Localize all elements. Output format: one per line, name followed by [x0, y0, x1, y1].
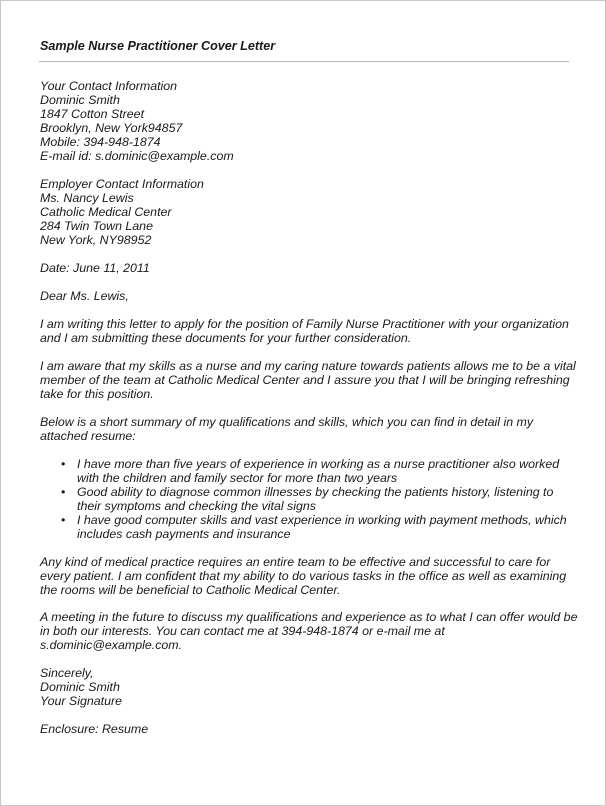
paragraph-teamwork	[40, 556, 570, 598]
list-item-line: I have good computer skills and vast experience in working with payment methods, which	[77, 512, 567, 527]
paragraph-line: Below is a short summary of my qualifications and skills, which you can find in detail in my	[40, 415, 534, 429]
employer-street: 284 Twin Town Lane	[40, 218, 153, 233]
closing-name: Dominic Smith	[40, 679, 120, 694]
sender-heading: Your Contact Information	[40, 79, 178, 93]
employer-organization: Catholic Medical Center	[40, 204, 172, 219]
list-item-line: their symptoms and checking the vital signs	[77, 498, 316, 513]
paragraph-line: the rooms will be beneficial to Catholic Medical Center.	[40, 582, 341, 597]
valediction: Sincerely,	[40, 666, 94, 680]
paragraph-line: attached resume:	[40, 428, 136, 443]
paragraph-line: Any kind of medical practice requires an entire team to be effective and successful to care for	[40, 555, 551, 569]
list-item-line: includes cash payments and insurance	[77, 526, 291, 541]
sender-mobile: Mobile: 394-948-1874	[40, 134, 161, 149]
paragraph-line: I am writing this letter to apply for the position of Family Nurse Practitioner with your organization	[40, 317, 569, 331]
paragraph-intro	[40, 318, 570, 346]
letter-date: Date: June 11, 2011	[40, 261, 150, 275]
sender-city: Brooklyn, New York94857	[40, 120, 183, 135]
bullet-icon: •	[61, 457, 66, 471]
sender-street: 1847 Cotton Street	[40, 106, 145, 121]
sender-email: E-mail id: s.dominic@example.com	[40, 148, 234, 163]
bullet-icon: •	[61, 512, 66, 527]
signature-placeholder: Your Signature	[40, 693, 122, 708]
closing-block	[40, 667, 570, 709]
employer-city: New York, NY98952	[40, 232, 152, 247]
list-item	[39, 514, 569, 542]
paragraph-line: member of the team at Catholic Medical Center and I assure you that I will be bringing refreshing	[40, 372, 570, 387]
list-item-line: with the children and family sector for more than two years	[77, 470, 398, 485]
sender-name: Dominic Smith	[40, 92, 120, 107]
paragraph-line: A meeting in the future to discuss my qualifications and experience as to what I can offer would be	[40, 610, 578, 624]
list-item	[39, 486, 569, 514]
paragraph-skills	[40, 359, 576, 402]
paragraph-line: I am aware that my skills as a nurse and my caring nature towards patients allows me to be a vital	[40, 359, 576, 373]
sender-contact-block	[40, 80, 570, 163]
paragraph-line: in both our interests. You can contact me at 394-948-1874 or e-mail me at	[40, 623, 445, 638]
paragraph-line: and I am submitting these documents for your further consideration.	[40, 330, 412, 345]
bullet-icon: •	[61, 484, 66, 499]
salutation: Dear Ms. Lewis,	[40, 289, 129, 303]
paragraph-line: take for this position.	[40, 386, 154, 401]
list-item	[39, 458, 569, 486]
qualifications-list	[39, 458, 569, 541]
paragraph-line: every patient. I am confident that my ability to do various tasks in the office as well as examining	[40, 568, 567, 583]
employer-heading: Employer Contact Information	[40, 177, 204, 191]
list-item-line: Good ability to diagnose common illnesses by checking the patients history, listening to	[77, 484, 554, 499]
employer-name: Ms. Nancy Lewis	[40, 190, 134, 205]
document-title: Sample Nurse Practitioner Cover Letter	[40, 39, 276, 53]
enclosure-note: Enclosure: Resume	[40, 722, 149, 736]
title-divider	[39, 61, 569, 62]
paragraph-meeting	[40, 610, 578, 653]
list-item-line: I have more than five years of experience in working as a nurse practitioner also worked	[77, 457, 560, 471]
paragraph-summary	[40, 416, 570, 444]
paragraph-line: s.dominic@example.com.	[40, 637, 183, 652]
employer-contact-block	[40, 178, 570, 248]
